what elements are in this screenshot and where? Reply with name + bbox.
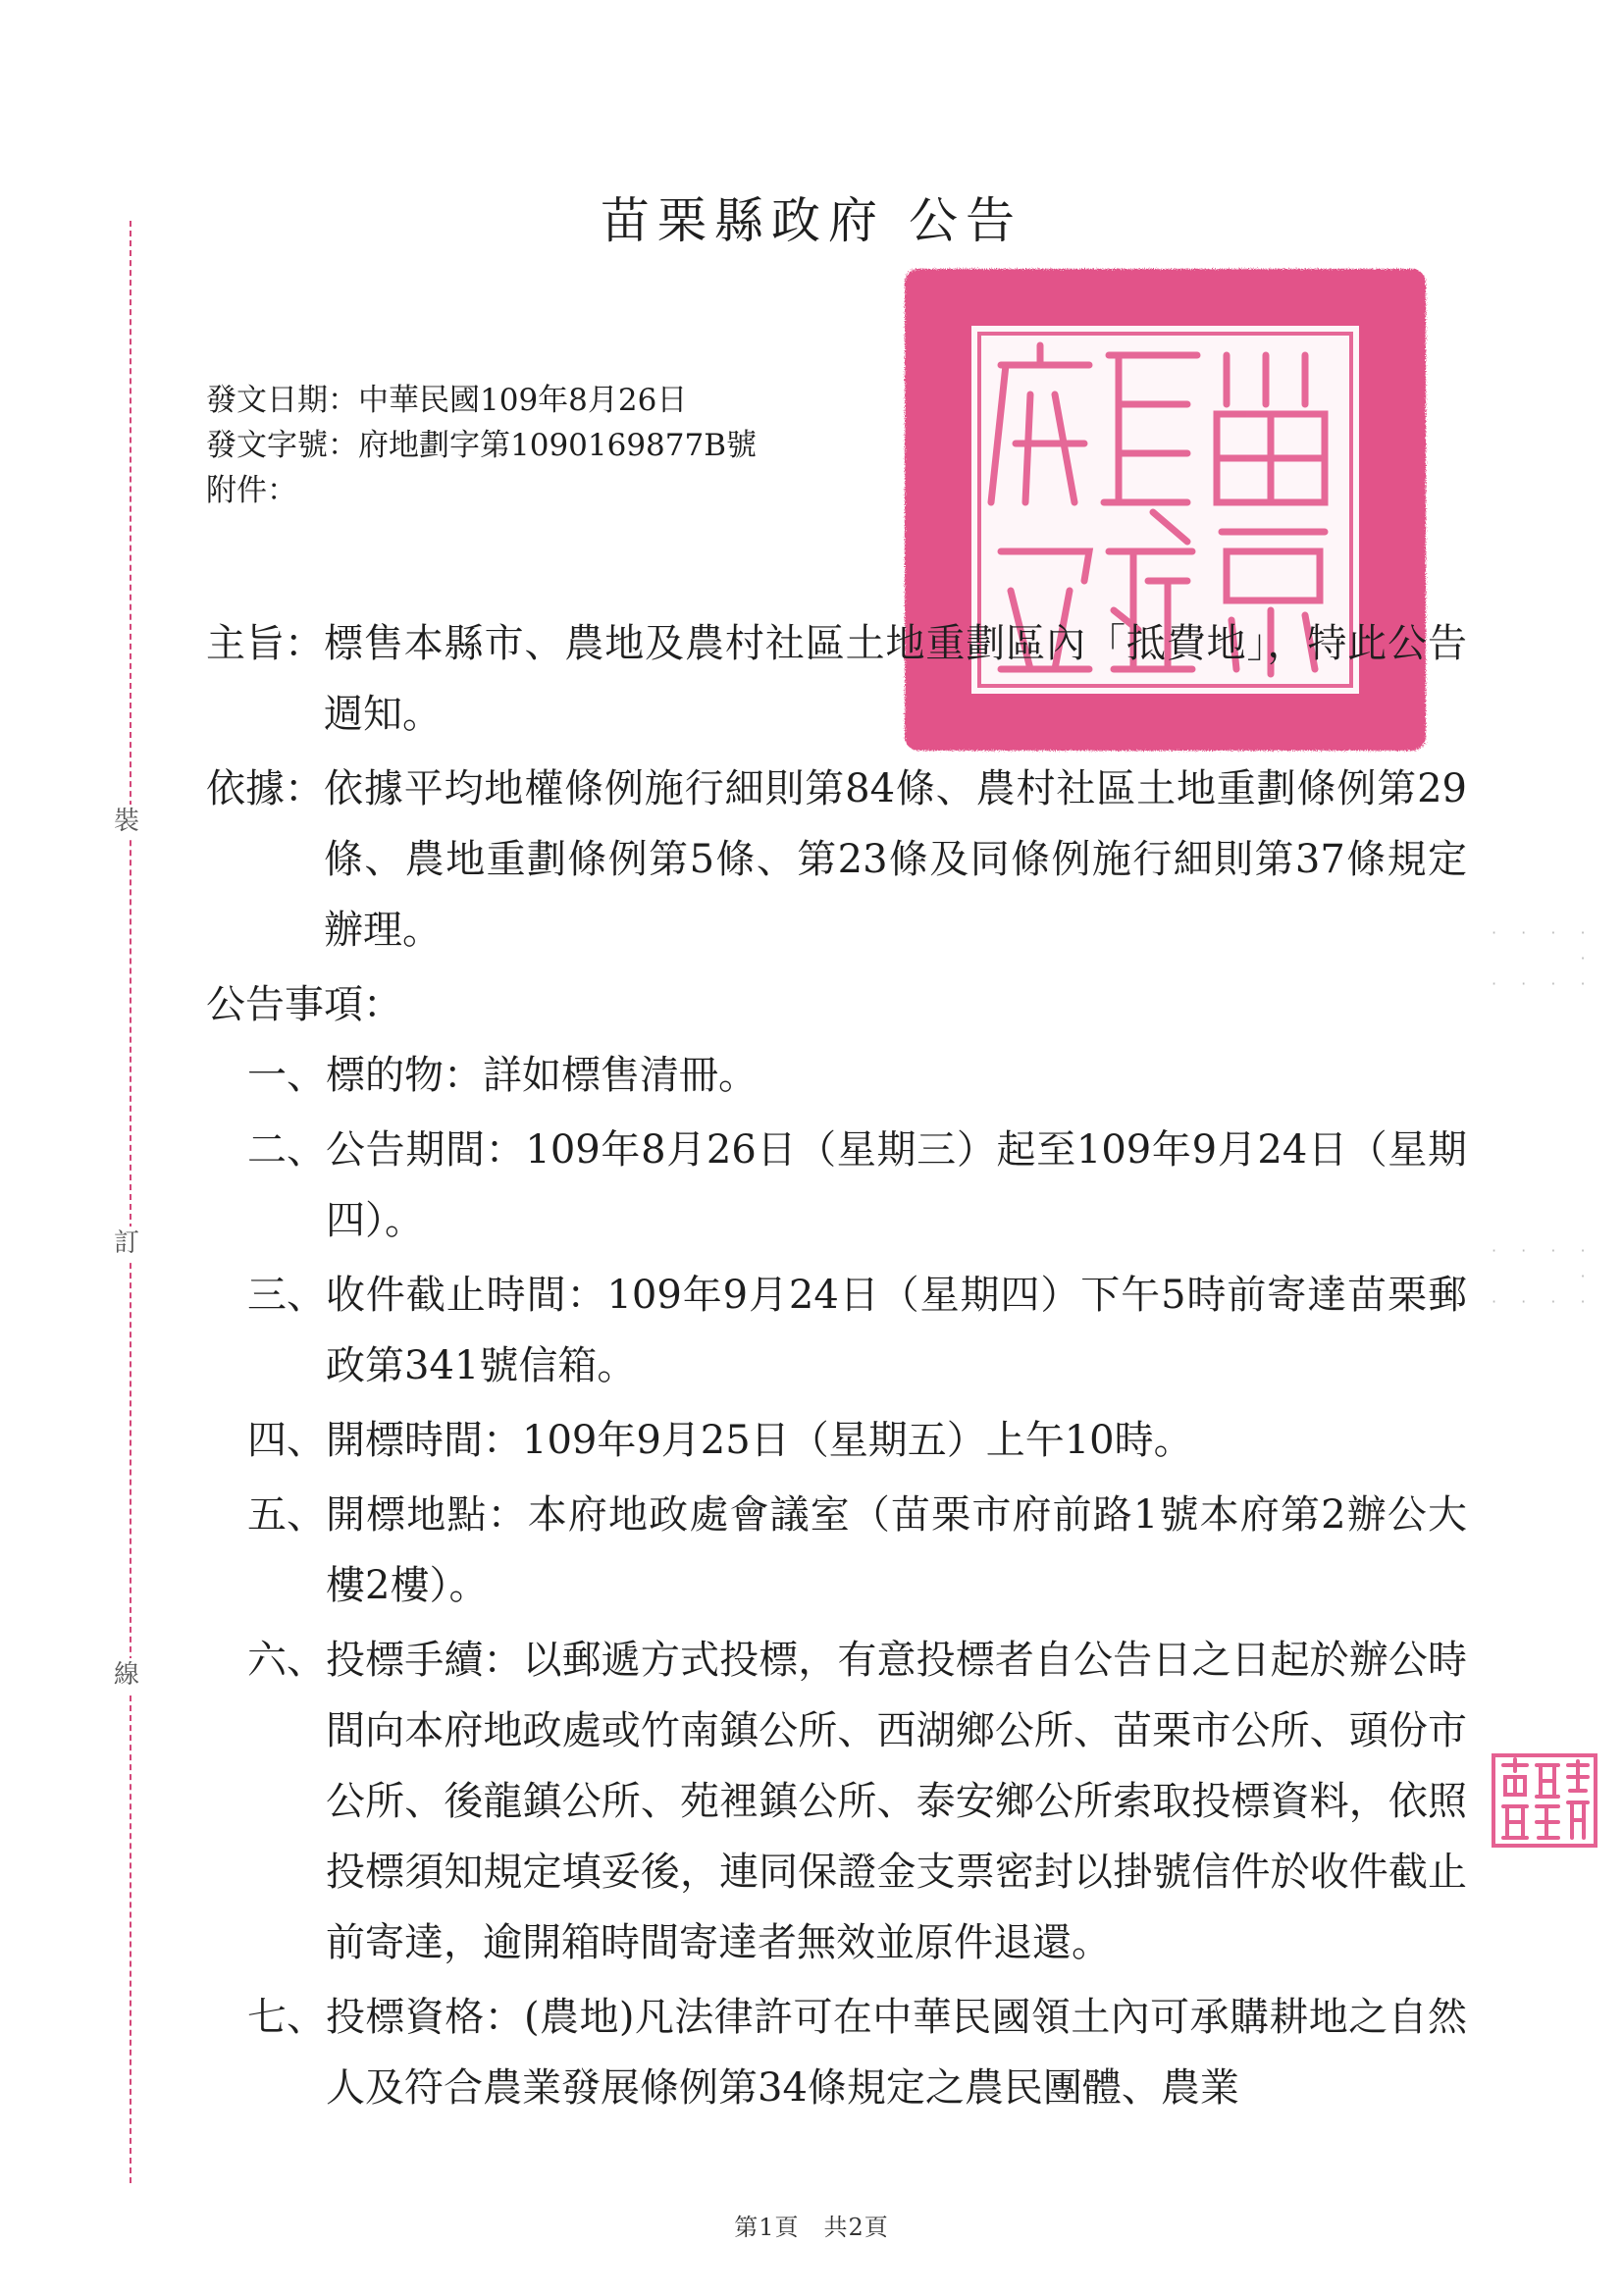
- list-item: [247, 1480, 1467, 1621]
- subject-label: 主旨：: [206, 621, 324, 666]
- issue-date: 發文日期：中華民國109年8月26日: [206, 383, 688, 418]
- binding-dashed-line: [130, 221, 131, 2183]
- subject-text: 標售本縣市、農地及農村社區土地重劃區內「抵費地」，特此公告週知。: [324, 621, 1467, 737]
- basis-text: 依據平均地權條例施行細則第84條、農村社區土地重劃條例第29條、農地重劃條例第5條、第23條及同條例施行細則第37條規定辦理。: [324, 766, 1467, 953]
- basis-label: 依據：: [206, 766, 324, 811]
- list-item: [247, 1040, 1467, 1111]
- document-body: [206, 608, 1467, 2123]
- subject-paragraph: [206, 608, 1467, 750]
- item-number: 一、: [247, 1053, 326, 1098]
- list-item: [247, 1625, 1467, 1978]
- item-text: 公告期間：109年8月26日（星期三）起至109年9月24日（星期四）。: [326, 1127, 1467, 1243]
- list-item: [247, 1260, 1467, 1401]
- item-text: 開標地點：本府地政處會議室（苗栗市府前路1號本府第2辦公大樓2樓）。: [326, 1492, 1467, 1608]
- item-text: 收件截止時間：109年9月24日（星期四）下午5時前寄達苗栗郵政第341號信箱。: [326, 1273, 1467, 1388]
- items-heading: 公告事項：: [206, 982, 402, 1027]
- item-text: 開標時間：109年9月25日（星期五）上午10時。: [326, 1418, 1193, 1463]
- list-item: [247, 1405, 1467, 1476]
- attachment: 附件：: [206, 473, 297, 508]
- item-number: 四、: [247, 1418, 326, 1463]
- page-number: 第1頁 共2頁: [734, 2214, 889, 2241]
- list-item: [247, 1982, 1467, 2123]
- item-number: 五、: [247, 1492, 326, 1538]
- item-number: 七、: [247, 1995, 326, 2040]
- item-text: 投標手續：以郵遞方式投標，有意投標者自公告日之日起於辦公時間向本府地政處或竹南鎮公所、西湖鄉公所、苗栗市公所、頭份市公所、後龍鎮公所、苑裡鎮公所、泰安鄉公所索取投標資料，依照投標須知規定填妥後，連同保證金支票密封以掛號信件於收件截止前寄達，逾開箱時間寄達者無效並原件退還。: [326, 1638, 1467, 1965]
- item-number: 六、: [247, 1638, 326, 1683]
- magistrate-seal: [1490, 1751, 1599, 1850]
- scan-dots: · · · · · · · · ·: [1492, 923, 1596, 993]
- item-text: 標的物：詳如標售清冊。: [326, 1053, 758, 1098]
- scan-dots: · · · · · · · · ·: [1492, 1241, 1596, 1311]
- item-text: 投標資格：(農地)凡法律許可在中華民國領土內可承購耕地之自然人及符合農業發展條例第34條規定之農民團體、農業: [326, 1995, 1467, 2111]
- item-number: 二、: [247, 1127, 326, 1173]
- document-title: 苗栗縣政府 公告: [601, 192, 1022, 249]
- binding-mark-zhuang: 裝: [114, 807, 140, 836]
- item-number: 三、: [247, 1273, 326, 1318]
- document-meta: [206, 378, 757, 513]
- binding-mark-xian: 線: [114, 1660, 140, 1690]
- binding-mark-ding: 訂: [114, 1228, 140, 1258]
- document-number: 發文字號：府地劃字第1090169877B號: [206, 428, 758, 463]
- list-item: [247, 1115, 1467, 1256]
- basis-paragraph: [206, 754, 1467, 965]
